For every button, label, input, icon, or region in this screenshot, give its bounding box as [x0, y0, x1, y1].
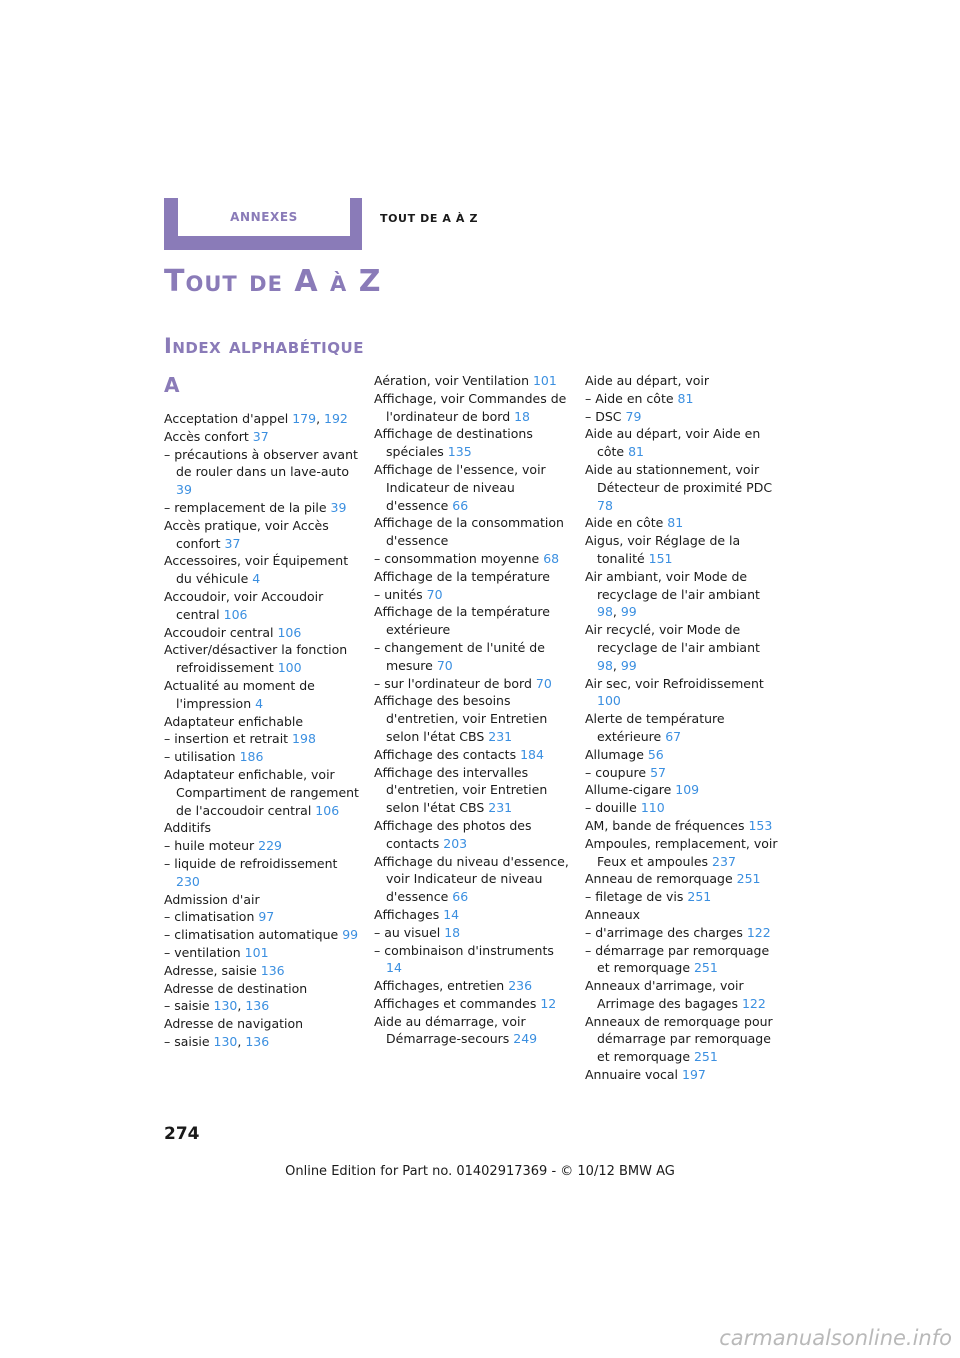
page-reference-link[interactable]: 184 — [520, 746, 544, 762]
index-entry-text: – coupure — [585, 764, 651, 780]
index-entry-text: Affichage de l'essence, voir Indicateur de niveau d'essence — [374, 461, 546, 513]
page-reference-link[interactable]: 110 — [640, 800, 665, 816]
index-entry — [374, 906, 570, 924]
index-entry-text: – huile moteur — [164, 838, 259, 854]
index-entry — [374, 550, 570, 568]
index-entry-text: – d'arrimage des charges — [585, 924, 747, 940]
index-entry-text: Alerte de température extérieure — [585, 711, 725, 744]
index-entry-text: Additifs — [164, 820, 211, 836]
page-reference-link[interactable]: 68 — [543, 550, 560, 566]
page-reference-link[interactable]: 101 — [532, 373, 557, 388]
index-entry — [585, 568, 781, 621]
page-reference-link[interactable]: 70 — [436, 657, 453, 673]
index-entry — [585, 1066, 781, 1084]
index-entry — [585, 1013, 781, 1066]
index-entry-text: AM, bande de fréquences — [585, 817, 749, 833]
index-entry-text: – DSC — [585, 408, 626, 424]
index-entry-text: Ampoules, remplacement, voir Feux et ampoules — [585, 835, 778, 869]
page-ref-separator: , — [612, 604, 621, 620]
index-entry — [374, 764, 570, 817]
index-entry — [585, 888, 781, 906]
index-entry — [164, 552, 360, 588]
index-entry — [374, 977, 570, 995]
index-entry — [164, 410, 360, 428]
index-entry — [164, 980, 360, 998]
page-reference-link[interactable]: 231 — [488, 800, 513, 816]
index-entry — [585, 425, 781, 461]
page-reference-link[interactable]: 136 — [245, 1033, 270, 1049]
index-entry-text: Aigus, voir Réglage de la tonalité — [585, 533, 741, 566]
page-reference-link[interactable]: 37 — [224, 535, 241, 551]
page-reference-link[interactable]: 106 — [277, 624, 302, 640]
index-entry-text: Aide en côte — [585, 515, 668, 531]
index-entry-text: Affichage des besoins d'entretien, voir Entretien selon l'état CBS — [374, 693, 548, 744]
page-reference-link[interactable]: 237 — [712, 853, 736, 869]
page-reference-link[interactable]: 179 — [292, 411, 317, 426]
index-entry — [374, 639, 570, 675]
page-reference-link[interactable]: 39 — [330, 499, 347, 515]
page-reference-link[interactable]: 4 — [255, 695, 264, 711]
page-reference-link[interactable]: 153 — [748, 817, 773, 833]
index-entry — [585, 764, 781, 782]
index-entry — [374, 461, 570, 514]
index-entry-text: Air recyclé, voir Mode de recyclage de l'air ambiant — [585, 622, 760, 655]
page-reference-link[interactable]: 251 — [687, 889, 712, 905]
index-entry-text: – ventilation — [164, 944, 245, 960]
watermark: carmanualsonline.info — [719, 1326, 952, 1350]
page-reference-link[interactable]: 136 — [245, 998, 270, 1014]
index-entry-text: Adresse de navigation — [164, 1016, 304, 1032]
index-entry-text: Affichage de la température — [374, 568, 550, 584]
index-entry-text: – climatisation — [164, 909, 259, 925]
page-reference-link[interactable]: 100 — [277, 660, 302, 676]
index-entry — [164, 588, 360, 624]
index-entry — [374, 514, 570, 550]
index-entry-text: Aide au départ, voir — [585, 373, 710, 388]
page-reference-link[interactable]: 78 — [597, 497, 613, 513]
index-entry — [164, 908, 360, 926]
index-entry-text: – consommation moyenne — [374, 550, 544, 566]
index-entry-text: – Aide en côte — [585, 390, 678, 406]
page-reference-link[interactable]: 99 — [620, 604, 637, 620]
index-entry-text: Accès pratique, voir Accès confort — [164, 517, 329, 551]
index-column-3 — [585, 372, 781, 1084]
index-entry-text: Affichage du niveau d'essence, voir Indicateur de niveau d'essence — [374, 853, 569, 905]
page-reference-link[interactable]: 251 — [736, 871, 761, 887]
page-title: Tout de A à Z — [164, 264, 382, 299]
page-reference-link[interactable]: 106 — [315, 802, 340, 818]
index-entry-text: Adaptateur enfichable, voir Compartiment de rangement de l'accoudoir central — [164, 766, 359, 818]
page-reference-link[interactable]: 192 — [324, 411, 348, 426]
page-reference-link[interactable]: 203 — [443, 835, 468, 851]
page-reference-link[interactable]: 99 — [620, 657, 637, 673]
index-entry-text: Admission d'air — [164, 891, 260, 907]
page-reference-link[interactable]: 231 — [488, 728, 513, 744]
index-entry — [585, 799, 781, 817]
index-entry — [585, 408, 781, 426]
index-entry-text: Affichages, entretien — [374, 978, 509, 994]
index-entry — [585, 835, 781, 871]
page-reference-link[interactable]: 136 — [260, 962, 285, 978]
index-entry-text: – démarrage par remorquage et remorquage — [585, 942, 770, 976]
page-reference-link[interactable]: 122 — [746, 924, 771, 940]
page-reference-link[interactable]: 18 — [514, 408, 531, 424]
index-entry — [164, 855, 360, 891]
index-entry-text: Accoudoir, voir Accoudoir central — [164, 588, 324, 622]
index-entry-text: – changement de l'unité de mesure — [374, 639, 545, 673]
index-entry — [585, 977, 781, 1013]
page-reference-link[interactable]: 66 — [452, 889, 469, 905]
index-entry-text: Affichage des photos des contacts — [374, 817, 532, 851]
index-entry — [585, 461, 781, 514]
page-reference-link[interactable]: 18 — [444, 924, 461, 940]
index-entry-text: Anneau de remorquage — [585, 871, 737, 887]
index-entry — [585, 746, 781, 764]
index-entry — [164, 819, 360, 837]
index-entry-text: Adaptateur enfichable — [164, 713, 304, 729]
index-entry-text: – saisie — [164, 998, 214, 1014]
index-entry — [164, 1015, 360, 1033]
index-entry — [585, 532, 781, 568]
index-entry-text: – insertion et retrait — [164, 731, 293, 747]
index-entry — [585, 621, 781, 674]
index-entry-text: Anneaux d'arrimage, voir Arrimage des bagages — [585, 978, 744, 1011]
index-entry-text: Actualité au moment de l'impression — [164, 677, 315, 711]
index-entry-text: – filetage de vis — [585, 889, 688, 905]
index-entry — [164, 499, 360, 517]
index-entry — [374, 817, 570, 853]
index-entry — [585, 942, 781, 978]
index-entry — [374, 995, 570, 1013]
index-entry-text: Affichage de destinations spéciales — [374, 426, 533, 460]
index-entry-text: Accessoires, voir Équipement du véhicule — [164, 553, 349, 587]
index-entry — [585, 924, 781, 942]
page-reference-link[interactable]: 97 — [258, 909, 275, 925]
index-entry-text: – remplacement de la pile — [164, 499, 331, 515]
page-reference-link[interactable]: 57 — [650, 764, 666, 780]
page-reference-link[interactable]: 198 — [292, 731, 316, 747]
index-entry-text: – sur l'ordinateur de bord — [374, 675, 536, 691]
page-reference-link[interactable]: 81 — [667, 515, 684, 531]
index-entry — [164, 1033, 360, 1051]
page-reference-link[interactable]: 98 — [597, 657, 613, 673]
index-entry — [374, 746, 570, 764]
index-entry — [164, 944, 360, 962]
index-entry — [374, 924, 570, 942]
page-reference-link[interactable]: 100 — [597, 693, 621, 709]
page-reference-link[interactable]: 135 — [447, 444, 472, 460]
page-reference-link[interactable]: 67 — [665, 728, 682, 744]
index-entry — [164, 713, 360, 731]
index-entry — [585, 781, 781, 799]
page-reference-link[interactable]: 130 — [213, 998, 238, 1014]
index-entry-text: Annuaire vocal — [585, 1067, 683, 1083]
index-entry-text: – utilisation — [164, 749, 240, 765]
index-entry-text: Activer/désactiver la fonction refroidissement — [164, 642, 348, 676]
index-entry — [164, 624, 360, 642]
index-entry-text: – douille — [585, 800, 641, 816]
index-entry-text: Anneaux — [585, 906, 641, 922]
page-reference-link[interactable]: 229 — [258, 838, 282, 854]
index-entry — [164, 891, 360, 909]
page-reference-link[interactable]: 79 — [625, 408, 642, 424]
section-title: Index alphabétique — [164, 334, 364, 358]
index-entry-text: Affichage des contacts — [374, 746, 521, 762]
index-entry — [374, 853, 570, 906]
index-entry — [164, 730, 360, 748]
page-reference-link[interactable]: 81 — [677, 390, 694, 406]
page-reference-link[interactable]: 251 — [693, 1049, 718, 1065]
index-entry — [164, 962, 360, 980]
index-entry — [164, 428, 360, 446]
index-entry-text: Anneaux de remorquage pour démarrage par remorquage et remorquage — [585, 1013, 773, 1065]
page-reference-link[interactable]: 39 — [176, 482, 192, 498]
page-reference-link[interactable]: 14 — [386, 960, 402, 976]
page-reference-link[interactable]: 66 — [452, 497, 469, 513]
page-reference-link[interactable]: 101 — [244, 944, 269, 960]
page-reference-link[interactable]: 99 — [342, 927, 359, 943]
page-reference-link[interactable]: 251 — [693, 960, 718, 976]
index-column-2 — [374, 372, 570, 1048]
page-reference-link[interactable]: 106 — [223, 606, 248, 622]
index-entry-text: Aide au stationnement, voir Détecteur de proximité PDC — [585, 461, 773, 495]
index-column-1 — [164, 372, 360, 1051]
index-entry-text: Allumage — [585, 746, 648, 762]
page-reference-link[interactable]: 109 — [675, 782, 700, 798]
page-reference-link[interactable]: 230 — [176, 873, 200, 889]
index-entry — [585, 390, 781, 408]
index-entry — [374, 568, 570, 586]
section-tab — [164, 198, 362, 250]
index-entry — [164, 997, 360, 1015]
page-number: 274 — [164, 1124, 200, 1144]
page-reference-link[interactable]: 122 — [741, 995, 766, 1011]
page-reference-link[interactable]: 236 — [508, 978, 533, 994]
section-tab-label: ANNEXES — [178, 198, 350, 236]
running-header: TOUT DE A À Z — [380, 212, 479, 225]
index-entry — [164, 641, 360, 677]
index-entry-text: Affichage des intervalles d'entretien, voir Entretien selon l'état CBS — [374, 764, 548, 816]
index-entry-text: Affichages — [374, 906, 444, 922]
index-entry-text: Accoudoir central — [164, 624, 278, 640]
page-reference-link[interactable]: 70 — [426, 586, 443, 602]
page-reference-link[interactable]: 151 — [648, 550, 673, 566]
index-entry — [585, 372, 781, 390]
index-entry — [374, 372, 570, 390]
footer-text: Online Edition for Part no. 01402917369 - © 10/12 BMW AG — [285, 1164, 675, 1179]
page-ref-separator: , — [612, 657, 621, 673]
index-entry — [374, 425, 570, 461]
page-reference-link[interactable]: 186 — [239, 749, 264, 765]
index-entry-text: – au visuel — [374, 924, 445, 940]
index-entry — [164, 517, 360, 553]
index-entry — [585, 675, 781, 711]
page-reference-link[interactable]: 56 — [647, 746, 664, 762]
page-reference-link[interactable]: 197 — [682, 1067, 706, 1083]
index-entry-text: Affichages et commandes — [374, 995, 541, 1011]
index-entry — [164, 748, 360, 766]
index-entry-text: – saisie — [164, 1033, 214, 1049]
page-ref-separator: , — [237, 1033, 246, 1049]
index-entry — [585, 710, 781, 746]
page-reference-link[interactable]: 70 — [535, 675, 552, 691]
letter-heading: A — [164, 373, 180, 397]
page-ref-separator: , — [316, 411, 325, 426]
index-entry-text: Adresse, saisie — [164, 962, 261, 978]
index-entry-text: – précautions à observer avant de rouler dans un lave-auto — [164, 446, 358, 480]
index-entry-text: – unités — [374, 586, 427, 602]
index-entry-text: Affichage de la température extérieure — [374, 604, 550, 638]
index-entry-text: Acceptation d'appel — [164, 411, 293, 426]
index-entry — [374, 603, 570, 639]
index-entry-text: Aération, voir Ventilation — [374, 373, 533, 388]
page-reference-link[interactable]: 249 — [513, 1031, 538, 1047]
index-entry — [374, 390, 570, 426]
index-entry — [585, 906, 781, 924]
index-entry-text: Aide au démarrage, voir Démarrage-secours — [374, 1013, 526, 1047]
page-reference-link[interactable]: 37 — [252, 428, 269, 444]
index-entry — [585, 514, 781, 532]
page-reference-link[interactable]: 12 — [540, 995, 557, 1011]
index-entry-text: Adresse de destination — [164, 980, 308, 996]
index-entry-text: Affichage, voir Commandes de l'ordinateur de bord — [374, 390, 567, 424]
index-entry — [585, 817, 781, 835]
index-entry — [164, 446, 360, 499]
index-entry-text: Affichage de la consommation d'essence — [374, 515, 564, 549]
index-entry — [585, 870, 781, 888]
index-entry — [164, 766, 360, 819]
index-entry — [164, 926, 360, 944]
index-entry — [374, 692, 570, 745]
page-ref-separator: , — [237, 998, 246, 1014]
index-entry — [374, 1013, 570, 1049]
page-reference-link[interactable]: 130 — [213, 1033, 238, 1049]
index-entry — [374, 586, 570, 604]
index-entry — [164, 837, 360, 855]
index-entry-text: Accès confort — [164, 428, 253, 444]
index-entry-text: – climatisation automatique — [164, 927, 343, 943]
page-reference-link[interactable]: 81 — [628, 444, 644, 460]
page-reference-link[interactable]: 4 — [252, 571, 261, 587]
index-entry-text: – combinaison d'instruments — [374, 942, 554, 958]
index-entry — [164, 677, 360, 713]
index-entry-text: Aide au départ, voir Aide en côte — [585, 426, 761, 460]
page-reference-link[interactable]: 14 — [443, 906, 460, 922]
index-entry-text: Air ambiant, voir Mode de recyclage de l'air ambiant — [585, 568, 760, 602]
index-entry-text: Allume-cigare — [585, 782, 676, 798]
page-reference-link[interactable]: 98 — [597, 604, 613, 620]
index-entry-text: Air sec, voir Refroidissement — [585, 675, 764, 691]
index-entry-text: – liquide de refroidissement — [164, 855, 338, 871]
index-entry — [374, 675, 570, 693]
index-entry — [374, 942, 570, 978]
